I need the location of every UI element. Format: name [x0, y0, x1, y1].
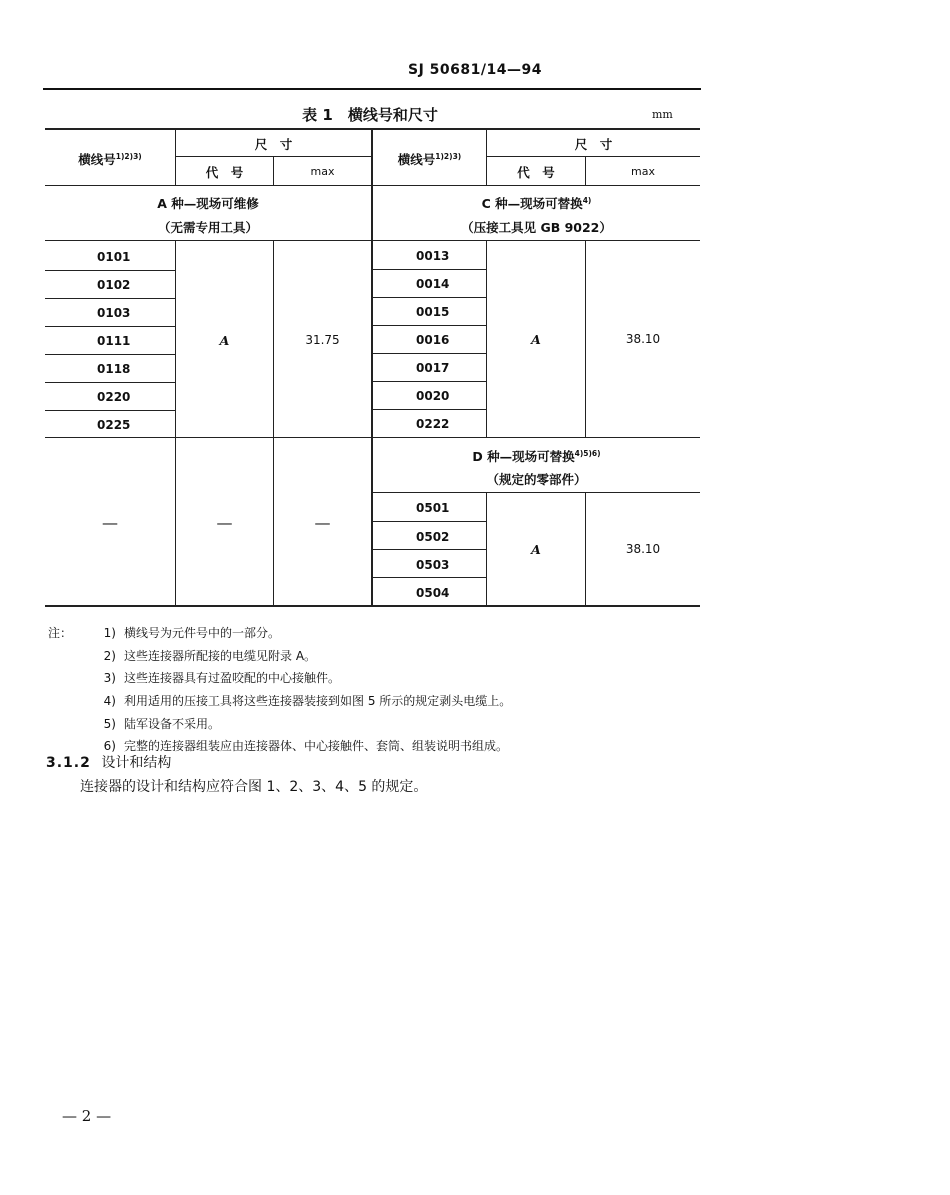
- note-item: 4) 利用适用的压接工具将这些连接器装接到如图 5 所示的规定剥头电缆上。: [103, 694, 512, 709]
- group-a-code: 0111: [97, 334, 131, 348]
- group-a-symbol: A: [219, 333, 230, 348]
- group-c-code: 0013: [416, 249, 450, 263]
- group-a-max: 31.75: [305, 333, 340, 347]
- empty-symbol: —: [216, 513, 233, 532]
- note-item: 6) 完整的连接器组装应由连接器体、中心接触件、套筒、组装说明书组成。: [103, 739, 509, 754]
- group-c-max: 38.10: [625, 332, 661, 346]
- page-number: — 2 —: [62, 1107, 112, 1125]
- group-a-code: 0101: [97, 250, 131, 264]
- header-symbol-left: 代 号: [205, 165, 244, 180]
- empty-max: —: [314, 513, 331, 532]
- group-a-code: 0118: [97, 362, 131, 376]
- group-d-symbol: A: [531, 542, 541, 557]
- note-item: 3) 这些连接器具有过盈咬配的中心接触件。: [103, 671, 341, 686]
- group-c-code: 0014: [416, 277, 450, 291]
- empty-dash-number: —: [102, 513, 118, 532]
- header-dash-number-right: 横线号$^{1)2)3)}$: [397, 151, 462, 167]
- header-dash-number-left: 横线号$^{1)2)3)}$: [78, 151, 142, 167]
- group-c-code: 0222: [416, 417, 450, 431]
- group-c-code: 0015: [416, 305, 450, 319]
- group-c-code: 0016: [416, 333, 450, 347]
- group-d-code: 0501: [416, 501, 450, 515]
- group-d-subtitle: （规定的零部件）: [486, 472, 587, 487]
- section-heading: [46, 752, 171, 772]
- section-body: 连接器的设计和结构应符合图 1、2、3、4、5 的规定。: [80, 779, 428, 795]
- group-c-code: 0017: [416, 361, 450, 375]
- note-item: 注： 1) 横线号为元件号中的一部分。: [48, 626, 281, 640]
- section-title: 设计和结构: [101, 755, 172, 771]
- group-d-code: 0504: [416, 586, 450, 600]
- group-c-symbol: A: [531, 332, 541, 347]
- group-d-code: 0503: [416, 558, 450, 572]
- group-c-code: 0020: [416, 389, 450, 403]
- table-notes: [48, 622, 511, 758]
- standard-number: SJ 50681/14—94: [408, 62, 542, 78]
- group-d-max: 38.10: [625, 542, 661, 556]
- section-number: 3.1.2: [46, 755, 91, 771]
- header-symbol-right: 代 号: [517, 165, 555, 180]
- group-c-title: C 种—现场可替换$^{4)}$: [481, 195, 592, 211]
- group-a-code: 0102: [97, 278, 131, 292]
- note-item: 2) 这些连接器所配接的电缆见附录 A。: [103, 648, 317, 663]
- group-a-code: 0103: [97, 306, 131, 320]
- group-d-title: D 种—现场可替换$^{4)5)6)}$: [472, 448, 601, 464]
- group-a-code: 0220: [97, 390, 131, 404]
- table-unit: mm: [652, 108, 673, 121]
- group-d-code: 0502: [416, 530, 450, 544]
- header-max-right: max: [631, 165, 655, 178]
- table-title: 表 1 横线号和尺寸: [302, 106, 438, 124]
- header-dimensions-right: 尺 寸: [574, 137, 613, 152]
- group-a-title: A 种—现场可维修: [157, 196, 259, 211]
- header-dimensions-left: 尺 寸: [254, 137, 293, 152]
- group-a-subtitle: （无需专用工具）: [157, 220, 258, 235]
- header-max-left: max: [310, 165, 335, 178]
- note-item: 5) 陆军设备不采用。: [103, 716, 221, 731]
- group-c-subtitle: （压接工具见 GB 9022）: [461, 220, 612, 235]
- group-a-code: 0225: [97, 418, 131, 432]
